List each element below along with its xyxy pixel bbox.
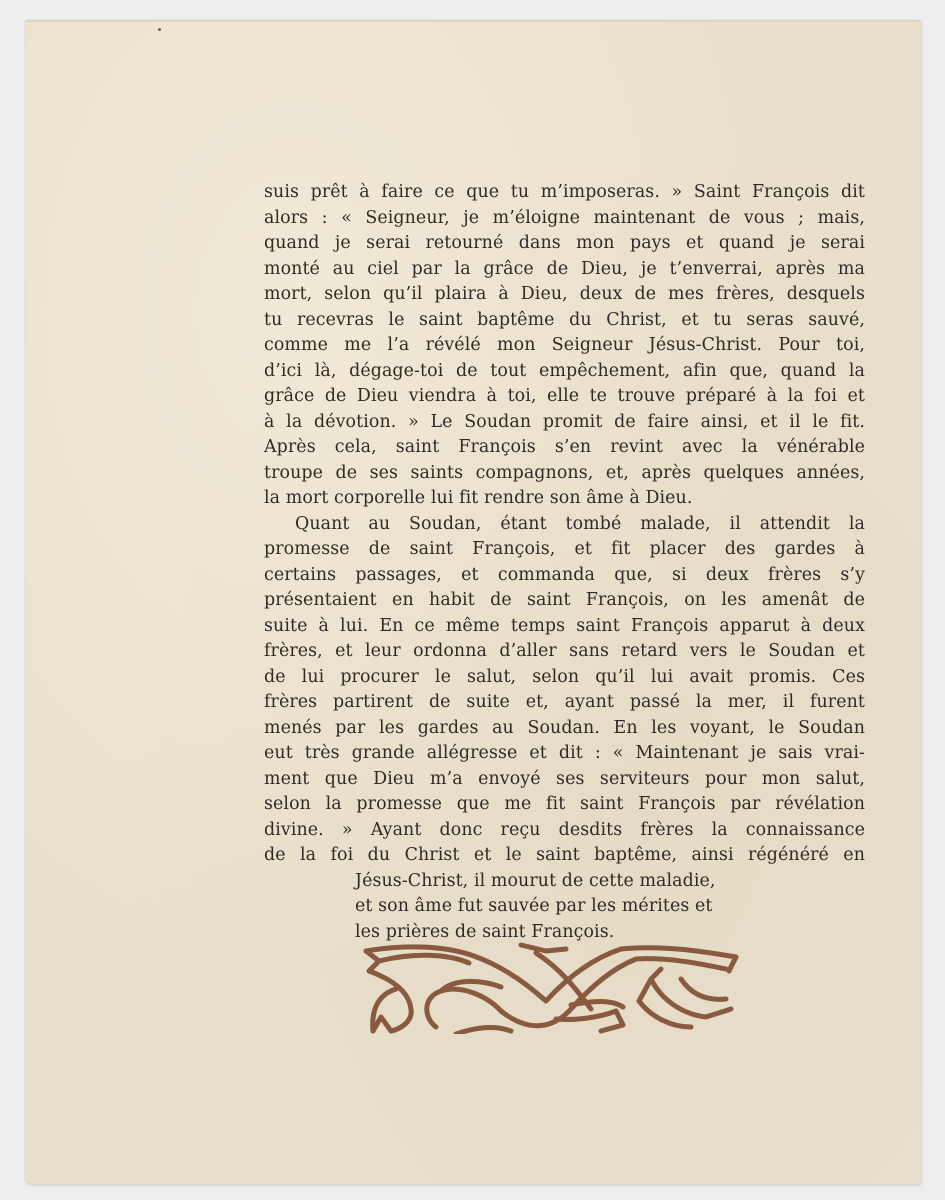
text-line: comme me l’a révélé mon Seigneur Jésus-Christ. Pour toi, — [264, 335, 865, 355]
text-line: de la foi du Christ et le saint baptême, ainsi régénéré en — [264, 845, 865, 865]
text-line: Après cela, saint François s’en revint avec la vénérable — [264, 437, 865, 457]
paragraph-2 — [264, 512, 865, 869]
text-line: eut très grande allégresse et dit : « Maintenant je sais vrai- — [264, 743, 865, 763]
text-line: suis prêt à faire ce que tu m’imposeras. » Saint François dit — [264, 182, 865, 202]
text-line: tu recevras le saint baptême du Christ, et tu seras sauvé, — [264, 309, 865, 330]
book-page — [25, 20, 921, 1184]
acanthus-scroll-ornament-icon — [361, 939, 741, 1034]
text-line: certains passages, et commanda que, si deux frères s’y — [264, 564, 865, 585]
text-line: présentaient en habit de saint François, on les amenât de — [264, 590, 865, 610]
closing-line: les prières de saint François. — [355, 921, 615, 942]
closing-line: Jésus-Christ, il mourut de cette maladie, — [355, 870, 716, 891]
text-line: frères, et leur ordonna d’aller sans retard vers le Soudan et — [264, 641, 865, 661]
closing-lines — [264, 869, 865, 946]
text-line: à la dévotion. » Le Soudan promit de faire ainsi, et il le fit. — [264, 411, 865, 432]
text-line: frères partirent de suite et, ayant passé la mer, il furent — [264, 692, 865, 712]
text-line: Quant au Soudan, étant tombé malade, il attendit la — [295, 513, 865, 534]
text-line: alors : « Seigneur, je m’éloigne maintenant de vous ; mais, — [264, 207, 865, 228]
text-line: menés par les gardes au Soudan. En les voyant, le Soudan — [264, 717, 865, 738]
text-line: la mort corporelle lui fit rendre son âme à Dieu. — [264, 488, 693, 508]
text-line: grâce de Dieu viendra à toi, elle te trouve préparé à la foi et — [264, 386, 865, 406]
paper-speck — [158, 28, 161, 31]
text-line: selon la promesse que me fit saint François par révélation — [264, 794, 865, 814]
text-line: quand je serai retourné dans mon pays et quand je serai — [264, 233, 865, 253]
closing-line: et son âme fut sauvée par les mérites et — [355, 896, 713, 916]
text-line: mort, selon qu’il plaira à Dieu, deux de mes frères, desquels — [264, 284, 865, 304]
text-line: divine. » Ayant donc reçu desdits frères la connaissance — [264, 819, 865, 840]
text-line: promesse de saint François, et fit placer des gardes à — [264, 539, 865, 559]
text-line: de lui procurer le salut, selon qu’il lui avait promis. Ces — [264, 666, 865, 687]
body-text — [264, 180, 865, 945]
text-line: monté au ciel par la grâce de Dieu, je t’enverrai, après ma — [264, 258, 865, 279]
text-line: troupe de ses saints compagnons, et, après quelques années, — [264, 462, 865, 483]
text-line: ment que Dieu m’a envoyé ses serviteurs pour mon salut, — [264, 768, 865, 789]
text-line: suite à lui. En ce même temps saint François apparut à deux — [264, 615, 865, 636]
text-line: d’ici là, dégage-toi de tout empêchement, afin que, quand la — [264, 360, 865, 381]
paragraph-1 — [264, 180, 865, 512]
